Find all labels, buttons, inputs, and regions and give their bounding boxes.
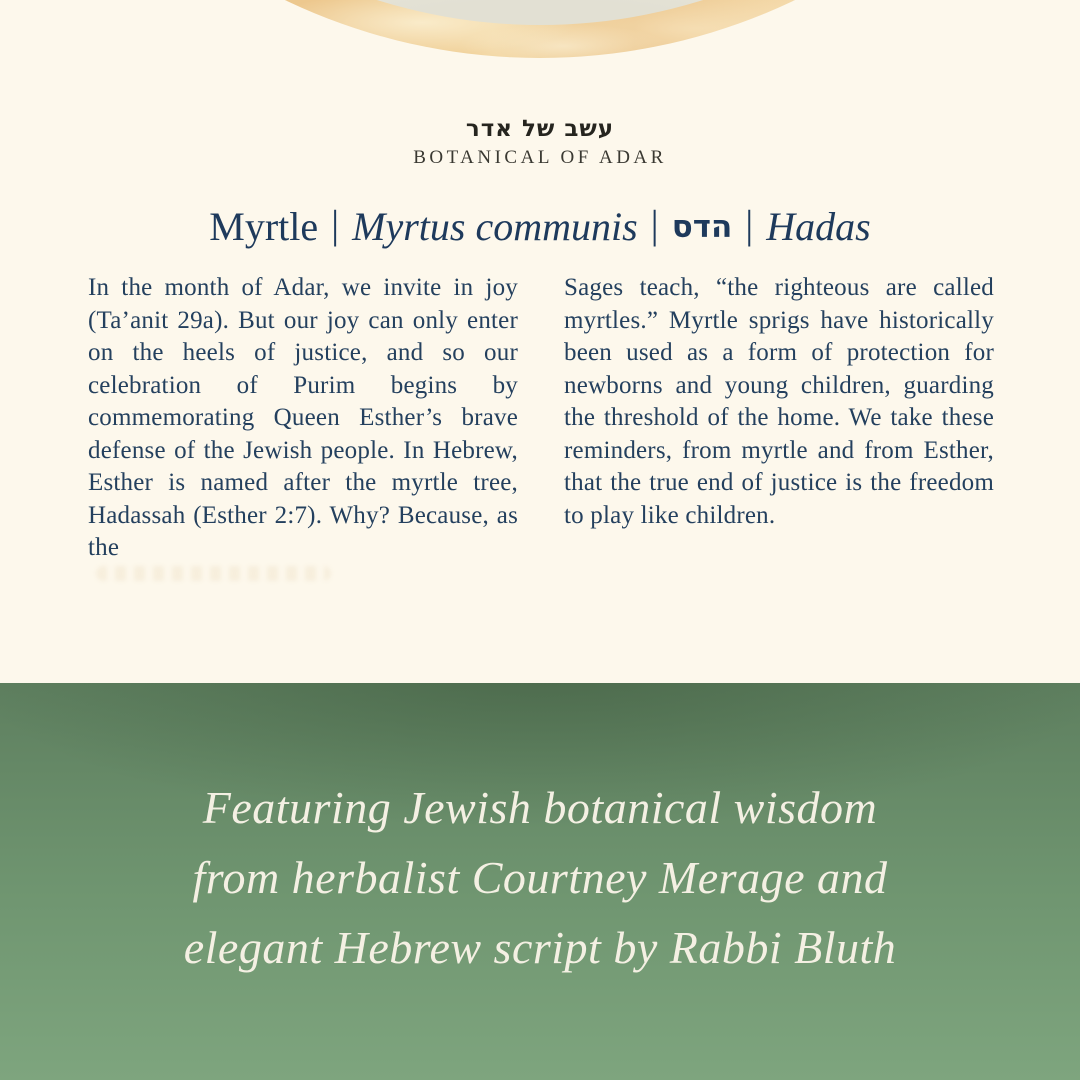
masthead-subtitle: BOTANICAL OF ADAR [413,147,667,168]
title-separator: | [331,202,340,247]
masthead-hebrew-title: עשב של אדר [465,116,615,142]
footer-section [0,683,1080,1080]
title-common-name: Myrtle [209,204,319,249]
footer-caption-line: from herbalist Courtney Merage and [192,851,888,903]
footer-caption-line: elegant Hebrew script by Rabbi Bluth [183,921,897,973]
masthead [0,116,1080,169]
article-column-left: In the month of Adar, we invite in joy (Ta’anit 29a). But our joy can only enter on the heels of justice, and so our celebration of Purim begins by commemorating Queen Esther’s brave defense of the Jewish people. In Hebrew, Esther is named after the myrtle tree, Hadassah (Esther 2:7). Why? Because, as the [88,274,518,561]
circle-interior [0,0,1080,25]
article-columns [88,272,994,565]
faint-text-artifact [96,566,331,581]
plant-title [0,203,1080,250]
footer-caption [0,683,1080,983]
footer-caption-line: Featuring Jewish botanical wisdom [202,782,878,833]
title-transliteration: Hadas [766,204,871,249]
title-latin-name: Myrtus communis [352,204,638,249]
title-hebrew-name: הדס [671,209,733,245]
title-separator: | [650,202,659,247]
article-column-right: Sages teach, “the righteous are called myrtles.” Myrtle sprigs have historically been used as a form of protection for newborns and young children, guarding the threshold of the home. We take these reminders, from myrtle and from Esther, that the true end of justice is the freedom to play like children. [564,274,994,529]
title-separator: | [745,202,754,247]
